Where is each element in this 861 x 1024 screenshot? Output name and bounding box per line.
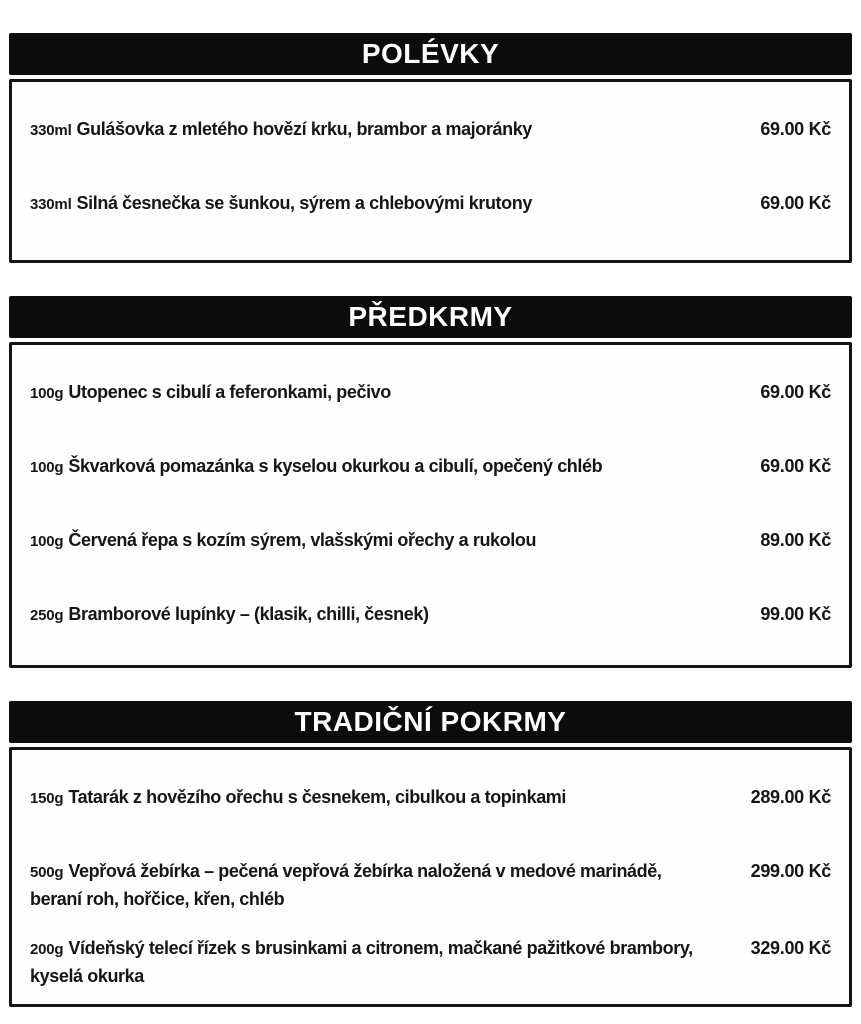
item-name: Utopenec s cibulí a feferonkami, pečivo bbox=[68, 382, 391, 402]
section-body bbox=[9, 342, 852, 668]
item-price: 289.00 Kč bbox=[750, 787, 831, 807]
item-price: 89.00 Kč bbox=[760, 530, 831, 550]
item-price: 69.00 Kč bbox=[760, 119, 831, 139]
item-price: 99.00 Kč bbox=[760, 604, 831, 624]
menu-item bbox=[30, 527, 831, 555]
item-name: Tatarák z hovězího ořechu s česnekem, cibulkou a topinkami bbox=[68, 787, 567, 807]
item-amount: 250g bbox=[30, 607, 64, 624]
menu-item bbox=[30, 935, 831, 990]
item-amount: 100g bbox=[30, 459, 64, 476]
item-amount: 150g bbox=[30, 790, 64, 807]
item-text bbox=[30, 116, 731, 144]
menu-item bbox=[30, 379, 831, 407]
menu-item bbox=[30, 858, 831, 913]
menu-item bbox=[30, 784, 831, 812]
item-amount: 500g bbox=[30, 864, 64, 881]
item-text bbox=[30, 935, 731, 990]
section-title: TRADIČNÍ POKRMY bbox=[9, 701, 852, 743]
section-body bbox=[9, 747, 852, 1007]
item-name: Vepřová žebírka – pečená vepřová žebírka naložená v medové marinádě, beraní roh, hořčice, křen, chléb bbox=[30, 861, 662, 909]
item-text bbox=[30, 190, 731, 218]
item-text bbox=[30, 453, 731, 481]
item-price: 69.00 Kč bbox=[760, 456, 831, 476]
item-name: Silná česnečka se šunkou, sýrem a chlebovými krutony bbox=[76, 193, 532, 213]
item-text bbox=[30, 601, 731, 629]
item-name: Gulášovka z mletého hovězí krku, brambor a majoránky bbox=[76, 119, 532, 139]
menu-item bbox=[30, 601, 831, 629]
menu-section-predkrmy bbox=[9, 296, 852, 668]
item-name: Vídeňský telecí řízek s brusinkami a citronem, mačkané pažitkové brambory, kyselá okurka bbox=[30, 938, 693, 986]
section-title: POLÉVKY bbox=[9, 33, 852, 75]
item-price: 69.00 Kč bbox=[760, 193, 831, 213]
item-text bbox=[30, 527, 731, 555]
item-amount: 330ml bbox=[30, 122, 72, 139]
menu-item bbox=[30, 453, 831, 481]
menu-item bbox=[30, 190, 831, 218]
section-body bbox=[9, 79, 852, 263]
menu-item bbox=[30, 116, 831, 144]
item-name: Červená řepa s kozím sýrem, vlašskými ořechy a rukolou bbox=[68, 530, 537, 550]
item-price: 299.00 Kč bbox=[750, 861, 831, 881]
section-title: PŘEDKRMY bbox=[9, 296, 852, 338]
item-amount: 100g bbox=[30, 385, 64, 402]
item-amount: 100g bbox=[30, 533, 64, 550]
item-text bbox=[30, 379, 731, 407]
item-text bbox=[30, 784, 731, 812]
item-amount: 330ml bbox=[30, 196, 72, 213]
item-name: Škvarková pomazánka s kyselou okurkou a cibulí, opečený chléb bbox=[68, 456, 603, 476]
menu-section-tradicni-pokrmy bbox=[9, 701, 852, 1007]
item-name: Bramborové lupínky – (klasik, chilli, česnek) bbox=[68, 604, 429, 624]
item-price: 329.00 Kč bbox=[750, 938, 831, 958]
item-amount: 200g bbox=[30, 941, 64, 958]
menu-section-polevky bbox=[9, 33, 852, 263]
item-text bbox=[30, 858, 731, 913]
item-price: 69.00 Kč bbox=[760, 382, 831, 402]
